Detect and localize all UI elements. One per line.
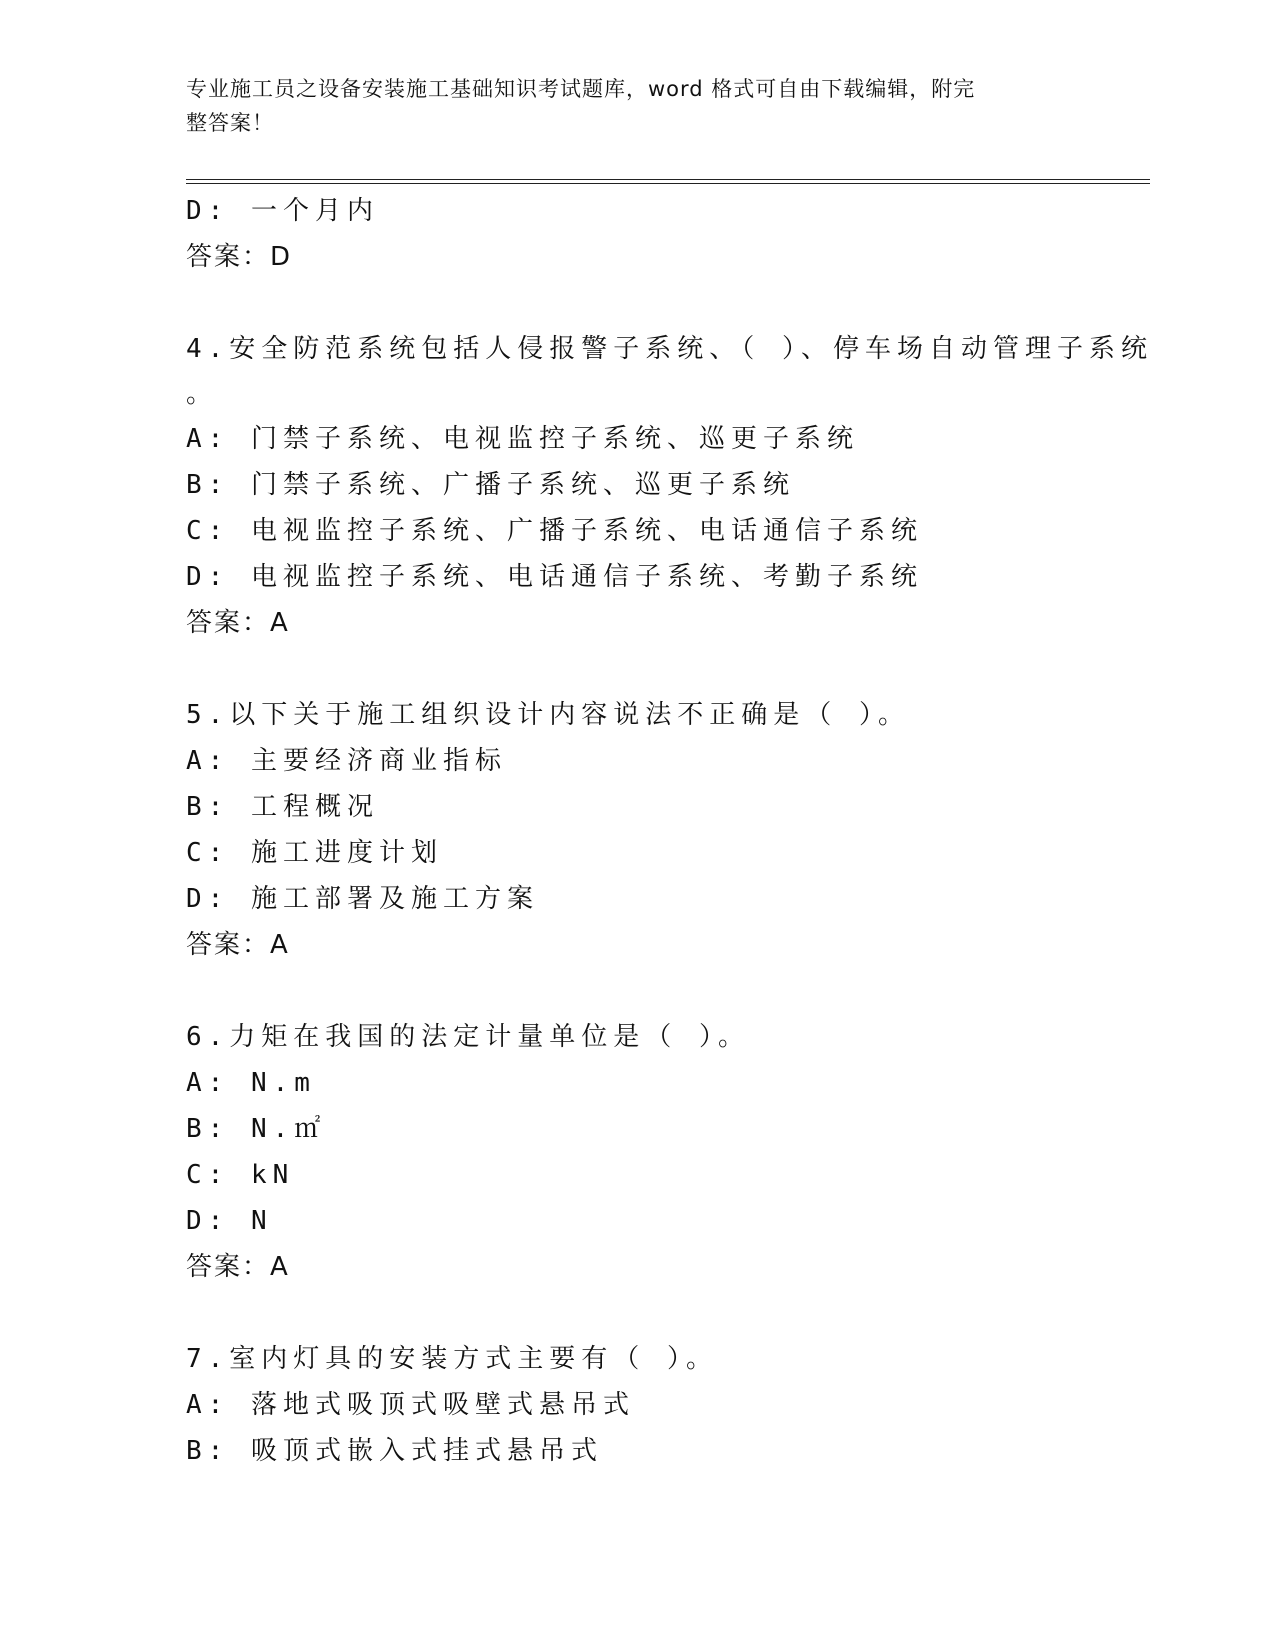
answer: 答案：D: [186, 242, 293, 272]
option-c: C: kN: [186, 1160, 295, 1190]
option-b: B: 吸顶式嵌入式挂式悬吊式: [186, 1436, 603, 1466]
option-d: D: N: [186, 1206, 273, 1236]
spacer: [186, 646, 1150, 692]
question-list: [186, 188, 1153, 1474]
question-6: [186, 1014, 1150, 1290]
question-3-tail: [186, 188, 1150, 280]
option-b: B: 工程概况: [186, 792, 379, 822]
option-a: A: 落地式吸顶式吸壁式悬吊式: [186, 1390, 635, 1420]
question-7: [186, 1336, 1150, 1474]
header-line-2: 整答案！: [186, 111, 274, 135]
option-d: D: 施工部署及施工方案: [186, 884, 539, 914]
spacer: [186, 1290, 1150, 1336]
answer: 答案：A: [186, 608, 290, 638]
spacer: [186, 968, 1150, 1014]
option-a: A: 门禁子系统、电视监控子系统、巡更子系统: [186, 424, 859, 454]
document-header: [186, 72, 1066, 140]
question-stem: 7.室内灯具的安装方式主要有（ ）。: [186, 1344, 718, 1374]
option-d: D: 一个月内: [186, 196, 379, 226]
option-d: D: 电视监控子系统、电话通信子系统、考勤子系统: [186, 562, 923, 592]
option-c: C: 电视监控子系统、广播子系统、电话通信子系统: [186, 516, 923, 546]
question-4: [186, 326, 1153, 646]
question-5: [186, 692, 1150, 968]
option-b: B: N.㎡: [186, 1114, 327, 1144]
question-stem-continuation: 。: [186, 379, 219, 409]
option-a: A: 主要经济商业指标: [186, 746, 507, 776]
header-line-1: 专业施工员之设备安装施工基础知识考试题库，word 格式可自由下载编辑，附完: [186, 77, 976, 101]
spacer: [186, 280, 1150, 326]
question-stem: 5.以下关于施工组织设计内容说法不正确是（ ）。: [186, 700, 910, 730]
option-c: C: 施工进度计划: [186, 838, 443, 868]
question-stem: 4.安全防范系统包括人侵报警子系统、（ ）、停车场自动管理子系统: [186, 334, 1153, 364]
option-b: B: 门禁子系统、广播子系统、巡更子系统: [186, 470, 795, 500]
answer: 答案：A: [186, 930, 290, 960]
header-divider-bottom: [186, 183, 1150, 184]
header-divider-top: [186, 179, 1150, 180]
option-a: A: N.m: [186, 1068, 316, 1098]
question-stem: 6.力矩在我国的法定计量单位是（ ）。: [186, 1022, 750, 1052]
answer: 答案：A: [186, 1252, 290, 1282]
